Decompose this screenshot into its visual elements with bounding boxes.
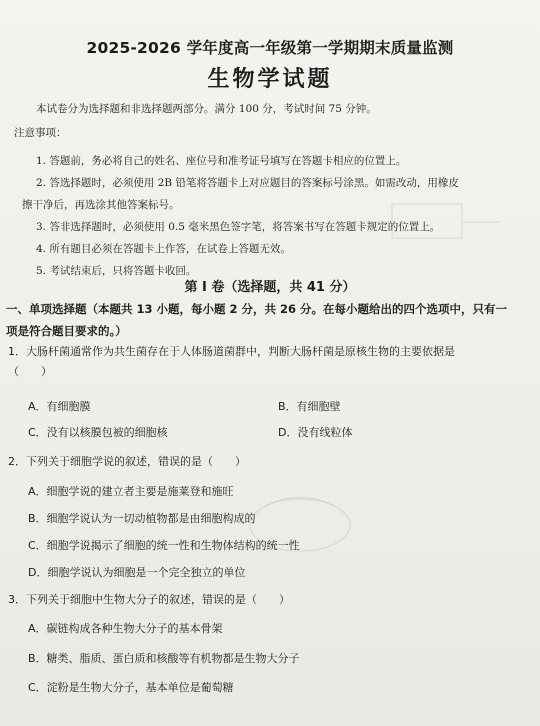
question-stem-line: （ ） [8, 365, 52, 378]
notice-item: 1. 答题前，务必将自己的姓名、座位号和准考证号填写在答题卡相应的位置上。 [36, 155, 407, 167]
notice-item: 擦干净后，再选涂其他答案标号。 [22, 199, 180, 211]
exam-title: 2025-2026 学年度高一年级第一学期期末质量监测 [86, 39, 454, 57]
notice-item: 2. 答选择题时，必须使用 2B 铅笔将答题卡上对应题目的答案标号涂黑。如需改动，用橡皮 [36, 177, 459, 189]
question-3-stem [8, 590, 528, 610]
exam-intro: 本试卷分为选择题和非选择题两部分。满分 100 分，考试时间 75 分钟。 [36, 103, 377, 115]
exam-subject: 生物学试题 [207, 67, 333, 92]
notice-item: 3. 答非选择题时，必须使用 0.5 毫米黑色签字笔，将答案书写在答题卡规定的位置上。 [36, 221, 441, 233]
question-stem-line: 1．大肠杆菌通常作为共生菌存在于人体肠道菌群中，判断大肠杆菌是原核生物的主要依据是 [8, 345, 455, 358]
notice-heading: 注意事项： [14, 127, 67, 139]
question-1-option-b: B．有细胞壁 [278, 400, 341, 413]
notice-list [22, 150, 527, 282]
question-3-option-b: B．糖类、脂质、蛋白质和核酸等有机物都是生物大分子 [28, 652, 300, 665]
question-2-stem [8, 452, 528, 472]
part-intro [6, 298, 531, 342]
question-3-option-a: A．碳链构成各种生物大分子的基本骨架 [28, 622, 223, 635]
question-2-option-a: A．细胞学说的建立者主要是施莱登和施旺 [28, 485, 234, 498]
question-1-option-d: D．没有线粒体 [278, 426, 353, 439]
notice-item: 5. 考试结束后，只将答题卡收回。 [36, 265, 197, 277]
question-1-option-c: C．没有以核膜包被的细胞核 [28, 426, 168, 439]
question-stem-line: 2．下列关于细胞学说的叙述，错误的是（ ） [8, 455, 246, 468]
question-1-option-a: A．有细胞膜 [28, 400, 91, 413]
question-stem-line: 3．下列关于细胞中生物大分子的叙述，错误的是（ ） [8, 593, 290, 606]
section-heading: 第 I 卷（选择题，共 41 分） [184, 280, 356, 295]
notice-item: 4. 所有题目必须在答题卡上作答，在试卷上答题无效。 [36, 243, 291, 255]
question-3-option-c: C．淀粉是生物大分子，基本单位是葡萄糖 [28, 681, 234, 694]
question-1-stem [8, 342, 528, 382]
part-intro-line: 项是符合题目要求的。） [6, 324, 127, 338]
part-intro-line: 一、单项选择题（本题共 13 小题，每小题 2 分，共 26 分。在每小题给出的四个选项中，只有一 [6, 302, 508, 316]
question-2-option-c: C．细胞学说揭示了细胞的统一性和生物体结构的统一性 [28, 539, 300, 552]
question-2-option-d: D．细胞学说认为细胞是一个完全独立的单位 [28, 566, 246, 579]
question-2-option-b: B．细胞学说认为一切动植物都是由细胞构成的 [28, 512, 256, 525]
